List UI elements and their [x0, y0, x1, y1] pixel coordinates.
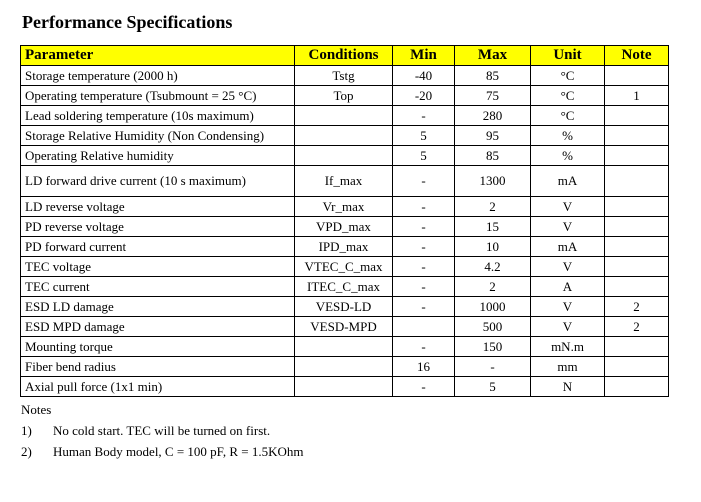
cell-min: - [393, 257, 455, 277]
cell-max: 15 [455, 217, 531, 237]
cell-conditions: VESD-LD [295, 297, 393, 317]
cell-min: 5 [393, 146, 455, 166]
cell-note [605, 357, 669, 377]
note-text: Human Body model, C = 100 pF, R = 1.5KOhm [53, 444, 304, 459]
cell-conditions: VESD-MPD [295, 317, 393, 337]
cell-note: 2 [605, 317, 669, 337]
cell-unit: mm [531, 357, 605, 377]
cell-unit: % [531, 126, 605, 146]
cell-unit: °C [531, 66, 605, 86]
header-min: Min [393, 46, 455, 66]
cell-min [393, 317, 455, 337]
cell-parameter: Lead soldering temperature (10s maximum) [21, 106, 295, 126]
header-max: Max [455, 46, 531, 66]
note-number: 2) [21, 444, 32, 459]
cell-parameter: PD forward current [21, 237, 295, 257]
cell-note [605, 377, 669, 397]
cell-max: 85 [455, 146, 531, 166]
cell-parameter: Axial pull force (1x1 min) [21, 377, 295, 397]
cell-max: 95 [455, 126, 531, 146]
header-note: Note [605, 46, 669, 66]
note-text: No cold start. TEC will be turned on first. [53, 423, 271, 438]
cell-parameter: Operating Relative humidity [21, 146, 295, 166]
cell-conditions: Tstg [295, 66, 393, 86]
cell-max: 5 [455, 377, 531, 397]
spec-table [20, 45, 669, 397]
table-row [21, 146, 669, 166]
cell-unit: V [531, 317, 605, 337]
cell-parameter: TEC current [21, 277, 295, 297]
table-row [21, 337, 669, 357]
cell-min: -40 [393, 66, 455, 86]
spec-document [20, 10, 670, 462]
cell-note [605, 237, 669, 257]
cell-max: 75 [455, 86, 531, 106]
cell-conditions [295, 377, 393, 397]
cell-max: 1000 [455, 297, 531, 317]
cell-max: 10 [455, 237, 531, 257]
cell-unit: °C [531, 106, 605, 126]
cell-min: - [393, 217, 455, 237]
cell-conditions [295, 106, 393, 126]
cell-min: 5 [393, 126, 455, 146]
cell-note [605, 197, 669, 217]
cell-note [605, 257, 669, 277]
table-row [21, 106, 669, 126]
cell-min: - [393, 277, 455, 297]
cell-max: 1300 [455, 166, 531, 197]
header-conditions: Conditions [295, 46, 393, 66]
cell-parameter: LD forward drive current (10 s maximum) [21, 166, 295, 197]
note-number: 1) [21, 423, 32, 438]
table-row [21, 257, 669, 277]
cell-max: 500 [455, 317, 531, 337]
cell-conditions: ITEC_C_max [295, 277, 393, 297]
cell-max: 280 [455, 106, 531, 126]
note-item [20, 442, 670, 462]
cell-unit: V [531, 257, 605, 277]
cell-parameter: Storage Relative Humidity (Non Condensing) [21, 126, 295, 146]
cell-min: - [393, 197, 455, 217]
cell-max: 4.2 [455, 257, 531, 277]
header-unit: Unit [531, 46, 605, 66]
cell-conditions: Vr_max [295, 197, 393, 217]
cell-parameter: Storage temperature (2000 h) [21, 66, 295, 86]
cell-note [605, 146, 669, 166]
cell-min: - [393, 106, 455, 126]
cell-parameter: LD reverse voltage [21, 197, 295, 217]
table-row [21, 297, 669, 317]
notes-section [20, 400, 670, 462]
page-title: Performance Specifications [22, 12, 233, 32]
table-row [21, 86, 669, 106]
cell-conditions: IPD_max [295, 237, 393, 257]
cell-conditions [295, 357, 393, 377]
table-row [21, 277, 669, 297]
cell-min: - [393, 237, 455, 257]
note-item [20, 421, 670, 441]
table-row [21, 357, 669, 377]
notes-heading: Notes [21, 402, 52, 417]
cell-note [605, 66, 669, 86]
cell-unit: V [531, 217, 605, 237]
cell-min: - [393, 166, 455, 197]
cell-parameter: Mounting torque [21, 337, 295, 357]
table-row [21, 197, 669, 217]
cell-unit: mA [531, 166, 605, 197]
cell-unit: V [531, 197, 605, 217]
cell-parameter: Operating temperature (Tsubmount = 25 °C) [21, 86, 295, 106]
cell-parameter: ESD LD damage [21, 297, 295, 317]
cell-note [605, 126, 669, 146]
cell-conditions: Top [295, 86, 393, 106]
header-parameter: Parameter [21, 46, 295, 66]
cell-unit: °C [531, 86, 605, 106]
header-row [21, 46, 669, 66]
cell-max: 2 [455, 277, 531, 297]
table-row [21, 237, 669, 257]
cell-min: -20 [393, 86, 455, 106]
cell-unit: mN.m [531, 337, 605, 357]
cell-note [605, 337, 669, 357]
cell-note: 1 [605, 86, 669, 106]
cell-conditions [295, 126, 393, 146]
cell-unit: V [531, 297, 605, 317]
cell-min: 16 [393, 357, 455, 377]
cell-parameter: PD reverse voltage [21, 217, 295, 237]
cell-parameter: Fiber bend radius [21, 357, 295, 377]
table-row [21, 317, 669, 337]
cell-unit: % [531, 146, 605, 166]
cell-conditions: If_max [295, 166, 393, 197]
cell-max: 85 [455, 66, 531, 86]
cell-note [605, 106, 669, 126]
cell-max: 2 [455, 197, 531, 217]
cell-min: - [393, 337, 455, 357]
cell-unit: mA [531, 237, 605, 257]
table-row [21, 166, 669, 197]
cell-max: 150 [455, 337, 531, 357]
cell-note [605, 277, 669, 297]
cell-max: - [455, 357, 531, 377]
table-row [21, 126, 669, 146]
cell-conditions: VTEC_C_max [295, 257, 393, 277]
cell-unit: A [531, 277, 605, 297]
cell-note [605, 166, 669, 197]
table-row [21, 377, 669, 397]
table-row [21, 217, 669, 237]
cell-parameter: ESD MPD damage [21, 317, 295, 337]
cell-unit: N [531, 377, 605, 397]
cell-parameter: TEC voltage [21, 257, 295, 277]
cell-note: 2 [605, 297, 669, 317]
cell-note [605, 217, 669, 237]
cell-min: - [393, 297, 455, 317]
cell-min: - [393, 377, 455, 397]
cell-conditions [295, 337, 393, 357]
cell-conditions [295, 146, 393, 166]
cell-conditions: VPD_max [295, 217, 393, 237]
table-row [21, 66, 669, 86]
